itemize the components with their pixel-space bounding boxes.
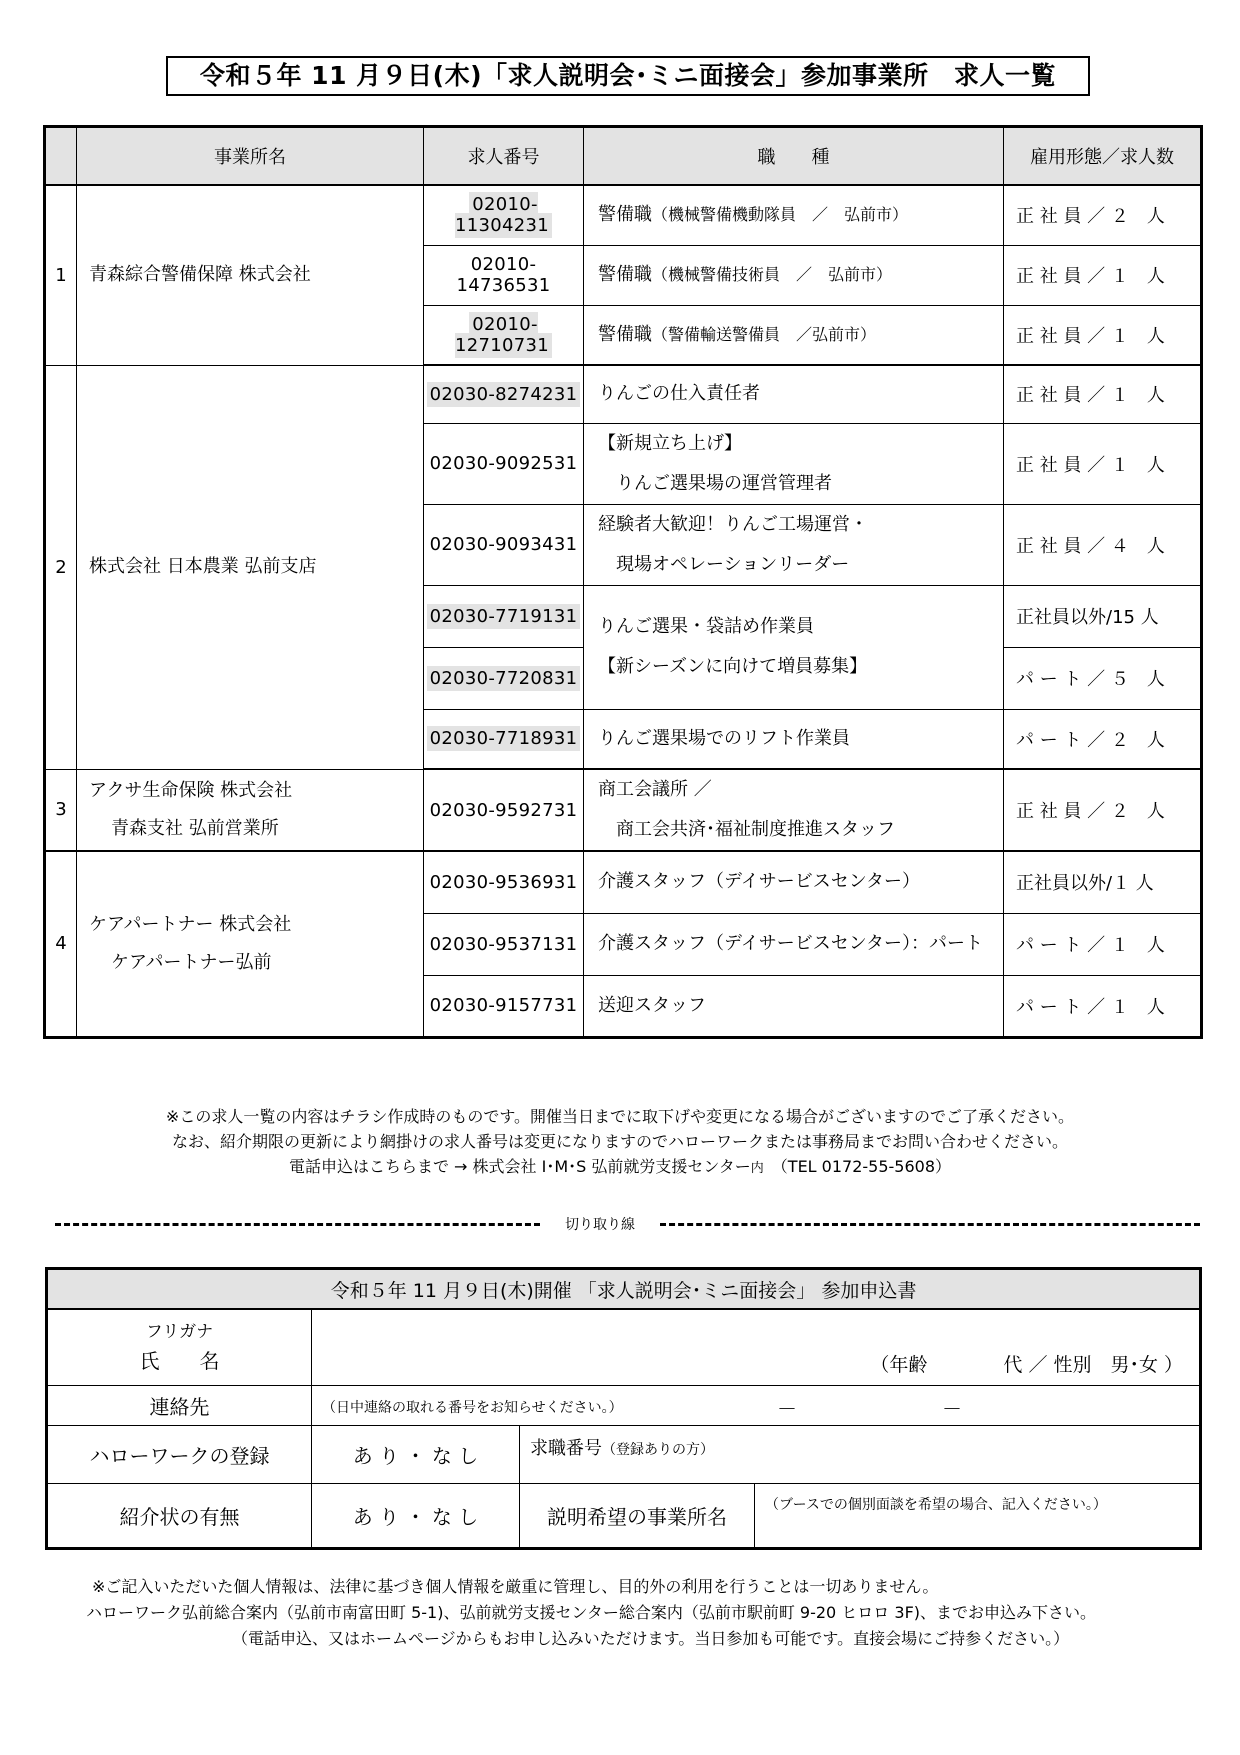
shaded-job-number: 02030-7718931 [427, 726, 581, 751]
header-blank [45, 127, 77, 186]
name-label-cell [47, 1309, 312, 1385]
table-header-row [45, 127, 1202, 186]
job-line: 送迎スタッフ [598, 994, 706, 1016]
employment-count: パ ー ト ／ ２ 人 [1004, 709, 1202, 769]
company-line: 株式会社 日本農業 弘前支店 [89, 556, 317, 577]
shaded-job-number: 02010-11304231 [455, 192, 552, 238]
job-number [424, 423, 584, 504]
header-employment: 雇用形態／求人数 [1004, 127, 1202, 186]
page-title: 令和５年 11 月９日(木)「求人説明会･ミニ面接会」参加事業所 求人一覧 [166, 56, 1090, 96]
job-line: 現場オペレーションリーダー [616, 553, 850, 575]
footer-notes [86, 1574, 1202, 1652]
employment-count: 正 社 員 ／ ４ 人 [1004, 504, 1202, 585]
job-type [584, 585, 1004, 709]
job-number [424, 365, 584, 423]
job-title: 警備職 [598, 264, 652, 285]
header-company: 事業所名 [77, 127, 424, 186]
table-row [45, 851, 1202, 913]
company-line: ケアパートナー弘前 [111, 951, 272, 973]
job-line: 介護スタッフ（デイサービスセンター）：パート [598, 933, 984, 954]
employment-count: 正 社 員 ／ １ 人 [1004, 423, 1202, 504]
shaded-job-number: 02010-12710731 [455, 312, 552, 358]
note-line: なお、紹介期限の更新により網掛けの求人番号は変更になりますのでハローワークまたは事務局までお問い合わせください。 [171, 1132, 1068, 1151]
job-line: りんご選果場の運営管理者 [616, 472, 832, 494]
shaded-job-number: 02030-7720831 [427, 666, 581, 691]
employment-count: 正 社 員 ／ １ 人 [1004, 245, 1202, 305]
contact-note: （日中連絡の取れる番号をお知らせください。） [322, 1400, 623, 1416]
job-line: 商工会共済･福祉制度推進スタッフ [616, 819, 895, 840]
company-name [77, 365, 424, 769]
dash-separator: － [777, 1396, 797, 1421]
job-type [584, 851, 1004, 913]
company-name [77, 185, 424, 365]
job-type [584, 504, 1004, 585]
company-line: 青森支社 弘前営業所 [111, 817, 279, 839]
job-type [584, 423, 1004, 504]
job-number-text: 02030-9093431 [429, 534, 578, 555]
row-number: 4 [45, 851, 77, 1037]
table-row [45, 365, 1202, 423]
referral-choice[interactable]: あ り ・ な し [312, 1483, 520, 1548]
job-number [424, 504, 584, 585]
age-gender-text: （年齢 代 ／ 性別 男･女 ） [870, 1353, 1184, 1376]
form-row-name [47, 1309, 1201, 1385]
job-number [424, 245, 584, 305]
job-list-table [43, 125, 1203, 1039]
application-form [45, 1267, 1202, 1550]
employment-count: パ ー ト ／ １ 人 [1004, 913, 1202, 975]
job-number [424, 851, 584, 913]
row-number: 1 [45, 185, 77, 365]
cut-line-left [55, 1223, 540, 1226]
phone-line [0, 1154, 1240, 1181]
job-type [584, 769, 1004, 851]
form-row-hellowork [47, 1425, 1201, 1483]
job-type [584, 245, 1004, 305]
job-number-text: 02030-9092531 [429, 453, 578, 474]
referral-label: 紹介状の有無 [47, 1483, 312, 1548]
cut-line-right [660, 1223, 1200, 1226]
job-title: 警備職 [598, 204, 652, 226]
job-line: 介護スタッフ（デイサービスセンター） [598, 871, 921, 893]
job-number [424, 647, 584, 709]
job-number-text: 02010-14736531 [456, 254, 551, 296]
footer-line: ハローワーク弘前総合案内（弘前市南富田町 5-1)、弘前就労支援センター総合案内（弘前市駅前町 9-20 ヒロロ 3F)、までお申込み下さい。 [86, 1603, 1097, 1622]
job-number [424, 769, 584, 851]
table-row [45, 185, 1202, 245]
employment-count: 正 社 員 ／ １ 人 [1004, 305, 1202, 365]
job-line: 経験者大歓迎！りんご工場運営・ [598, 513, 868, 535]
employment-count: 正社員以外/１ 人 [1004, 851, 1202, 913]
job-type [584, 709, 1004, 769]
form-header-row [47, 1269, 1201, 1310]
job-number-text: 02030-9536931 [429, 871, 578, 893]
job-line: 【新規立ち上げ】 [598, 432, 742, 454]
job-line: りんご選果・袋詰め作業員 [598, 616, 814, 637]
desired-company-field[interactable] [755, 1483, 1201, 1548]
company-line: ケアパートナー 株式会社 [89, 913, 292, 935]
job-number [424, 975, 584, 1037]
header-job-number: 求人番号 [424, 127, 584, 186]
company-name [77, 769, 424, 851]
furigana-label: フリガナ [145, 1322, 214, 1343]
job-number [424, 913, 584, 975]
job-line: りんごの仕入責任者 [598, 383, 760, 405]
job-number [424, 185, 584, 245]
job-title: 警備職 [598, 323, 652, 345]
notes-block [0, 1104, 1240, 1181]
cut-line-label: 切り取り線 [565, 1217, 635, 1233]
booth-note: （ブースでの個別面談を希望の場合、記入ください。） [765, 1496, 1107, 1513]
form-row-referral [47, 1483, 1201, 1548]
row-number: 3 [45, 769, 77, 851]
row-number: 2 [45, 365, 77, 769]
job-type [584, 975, 1004, 1037]
phone-text: 電話申込はこちらまで → 株式会社 I･M･S 弘前就労支援センター [288, 1157, 751, 1176]
job-line: りんご選果場でのリフト作業員 [598, 727, 850, 749]
job-number-text: 02030-9157731 [429, 995, 578, 1016]
job-type [584, 913, 1004, 975]
job-number-text: 02030-9592731 [429, 799, 578, 821]
job-number [424, 305, 584, 365]
desired-company-label: 説明希望の事業所名 [520, 1483, 755, 1548]
job-type [584, 305, 1004, 365]
dash-separator: － [942, 1396, 962, 1421]
company-line: アクサ生命保険 株式会社 [89, 779, 293, 801]
phone-suffix: 内 [750, 1161, 764, 1176]
shaded-job-number: 02030-8274231 [427, 382, 581, 407]
employment-count: 正社員以外/15 人 [1004, 585, 1202, 647]
hellowork-label: ハローワークの登録 [47, 1425, 312, 1483]
company-name [77, 851, 424, 1037]
job-line: 商工会議所 ／ [598, 779, 712, 800]
employment-count: 正 社 員 ／ ２ 人 [1004, 185, 1202, 245]
form-header: 令和５年 11 月９日(木)開催 「求人説明会･ミニ面接会」 参加申込書 [47, 1269, 1201, 1310]
job-number [424, 585, 584, 647]
job-number-text: 02030-9537131 [429, 933, 578, 955]
employment-count: パ ー ト ／ ５ 人 [1004, 647, 1202, 709]
note-line: ※この求人一覧の内容はチラシ作成時のものです。開催当日までに取下げや変更になる場合がございますのでご了承ください。 [165, 1107, 1075, 1126]
job-seeker-number-field[interactable] [520, 1425, 1201, 1483]
table-row [45, 769, 1202, 851]
contact-label: 連絡先 [47, 1385, 312, 1425]
job-detail: （機械警備機動隊員 ／ 弘前市） [652, 205, 909, 225]
contact-field[interactable] [312, 1385, 1201, 1425]
footer-line: ※ご記入いただいた個人情報は、法律に基づき個人情報を厳重に管理し、目的外の利用を行うことは一切ありません。 [92, 1577, 939, 1596]
company-line: 青森綜合警備保障 株式会社 [89, 264, 311, 286]
form-row-contact [47, 1385, 1201, 1425]
job-number [424, 709, 584, 769]
phone-tel: （TEL 0172-55-5608） [779, 1157, 952, 1176]
shaded-job-number: 02030-7719131 [427, 604, 581, 629]
header-job-type: 職 種 [584, 127, 1004, 186]
job-detail: （機械警備技術員 ／ 弘前市） [652, 265, 893, 284]
job-seeker-note: （登録ありの方） [602, 1441, 714, 1458]
name-label: 氏 名 [139, 1349, 220, 1374]
hellowork-choice[interactable]: あ り ・ な し [312, 1425, 520, 1483]
name-field[interactable] [312, 1309, 1201, 1385]
employment-count: 正 社 員 ／ ２ 人 [1004, 769, 1202, 851]
job-type [584, 365, 1004, 423]
employment-count: 正 社 員 ／ １ 人 [1004, 365, 1202, 423]
job-detail: （警備輸送警備員 ／弘前市） [652, 324, 877, 344]
job-seeker-label: 求職番号 [530, 1437, 602, 1459]
employment-count: パ ー ト ／ １ 人 [1004, 975, 1202, 1037]
job-type [584, 185, 1004, 245]
footer-line: （電話申込、又はホームページからもお申し込みいただけます。当日参加も可能です。直接会場にご持参ください。） [232, 1629, 1070, 1648]
job-line: 【新シーズンに向けて増員募集】 [598, 656, 868, 677]
